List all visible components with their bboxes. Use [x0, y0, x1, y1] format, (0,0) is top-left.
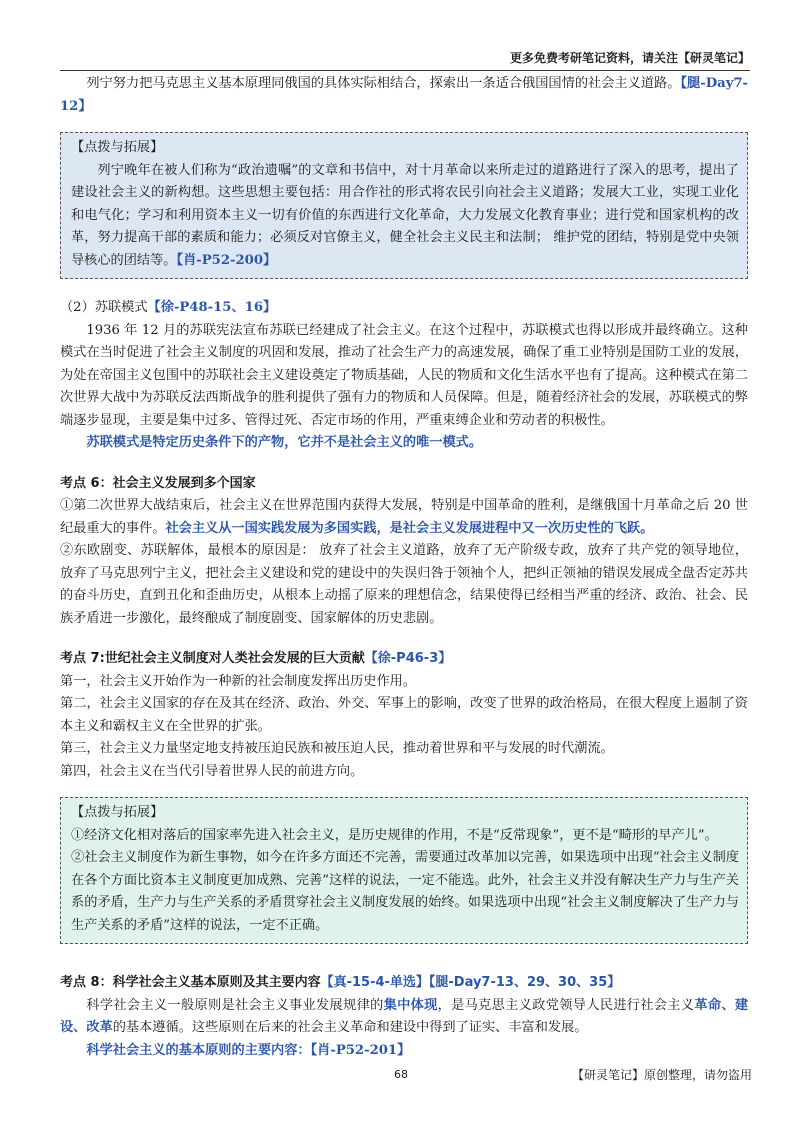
kd8-highlight-d: 革命、建设、改革 [60, 997, 749, 1035]
kd6-p1-highlight: 社会主义从一国实践发展为多国实践，是社会主义发展进程中又一次历史性的飞跃。 [165, 520, 654, 536]
tips-box-2-title: 【点拨与拓展】 [71, 805, 164, 820]
kd8-heading-references: 【真-15-4-单选】【腿-Day7-13、29、30、35】 [320, 975, 621, 990]
kd7-heading-text: 考点 7:世纪社会主义制度对人类社会发展的巨大贡献 [60, 651, 365, 666]
kd8-subheading-text: 科学社会主义的基本原则的主要内容： [86, 1042, 311, 1058]
tips-box-2-point-1: ①经济文化相对落后的国家率先进入社会主义，是历史规律的作用，不是“反常现象”，更不是“畸形的早产儿”。 [71, 827, 718, 843]
page-content [60, 73, 748, 1062]
kd7-heading [60, 648, 748, 671]
kd6-heading: 考点 6：社会主义发展到多个国家 [60, 475, 256, 491]
kd8-text-c: ，是马克思主义政党领导人民进行社会主义 [437, 997, 695, 1013]
header-note: 更多免费考研笔记资料，请关注【研灵笔记】 [509, 51, 750, 65]
tips-box-1-body: 列宁晚年在被人们称为“政治遗嘱”的文章和书信中，对十月革命以来所走过的道路进行了深入的思考，提出了建设社会主义的新构想。这些思想主要包括：用合作社的形式将农民引向社会主义道路；发展大工业，实现工业化和电气化；学习和利用资本主义一切有价值的东西进行文化革命，大力发展文化教育事业；进行党和国家机构的改革，努力提高干部的素质和能力；必须反对官僚主义，健全社会主义民主和法制； 维护党的团结，特别是党中央领导核心的团结等。 [71, 162, 739, 268]
tips-box-2-point-2: ②社会主义制度作为新生事物，如今在许多方面还不完善，需要通过改革加以完善，如果选项中出现“社会主义制度在各个方面比资本主义制度更加成熟、完善”这样的说法，一定不能选。此外，社会主义并没有解决生产力与生产关系的矛盾，生产力与生产关系的矛盾贯穿社会主义制度发展的始终。如果选项中出现“社会主义制度解决了生产力与生产关系的矛盾”这样的说法，一定不正确。 [71, 850, 739, 933]
kd8-paragraph [60, 995, 748, 1040]
intro-text: 列宁努力把马克思主义基本原理同俄国的具体实际相结合，探索出一条适合俄国国情的社会主义道路。 [86, 76, 681, 91]
kd7-item-3: 第三，社会主义力量坚定地支持被压迫民族和被压迫人民，推动着世界和平与发展的时代潮流。 [60, 741, 614, 756]
tips-box-1-text [71, 160, 739, 273]
intro-paragraph [60, 73, 748, 118]
soviet-heading-text: （2）苏联模式 [60, 300, 148, 315]
intro-reference: 【腿-Day7-12】 [60, 76, 749, 114]
kd8-text-e: 的基本遵循。这些原则在后来的社会主义革命和建设中得到了证实、丰富和发展。 [112, 1020, 588, 1035]
header-divider [60, 70, 750, 71]
kd8-subheading [60, 1040, 748, 1063]
kd8-text-a: 科学社会主义一般原则是社会主义事业发展规律的 [86, 997, 384, 1013]
kd8-highlight-b: 集中体现 [383, 997, 438, 1013]
soviet-highlight: 苏联模式是特定历史条件下的产物，它并不是社会主义的唯一模式。 [86, 435, 483, 450]
soviet-heading [60, 297, 748, 320]
soviet-paragraph: 1936 年 12 月的苏联宪法宣布苏联已经建成了社会主义。在这个过程中，苏联模式也得以形成并最终确立。这种模式在当时促进了社会主义制度的巩固和发展，推动了社会生产力的高速发展，确保了重工业特别是国防工业的发展，为处在帝国主义包围中的苏联社会主义建设奠定了物质基础，人民的物质和文化生活水平也有了提高。这种模式在第二次世界大战中为苏联反法西斯战争的胜利提供了强有力的物质和人员保障。但是，随着经济社会的发展，苏联模式的弊端逐步显现，主要是集中过多、管得过死、否定市场的作用，严重束缚企业和劳动者的积极性。 [60, 322, 748, 428]
kd7-item-2: 第二，社会主义国家的存在及其在经济、政治、外交、军事上的影响，改变了世界的政治格局，在很大程度上遏制了资本主义和霸权主义在全世界的扩张。 [60, 696, 748, 734]
soviet-heading-reference: 【徐-P48-15、16】 [147, 300, 277, 315]
kd7-item-4: 第四，社会主义在当代引导着世界人民的前进方向。 [60, 763, 364, 779]
tips-box-1-reference: 【肖-P52-200】 [176, 252, 277, 268]
kd6-paragraph-2: ②东欧剧变、苏联解体，最根本的原因是： 放弃了社会主义道路，放弃了无产阶级专政，放弃了共产党的领导地位，放弃了马克思列宁主义，把社会主义建设和党的建设中的失误归咎于领袖个人，把纠正领袖的错误发展成全盘否定苏共的奋斗历史，直到丑化和歪曲历史，从根本上动摇了原来的理想信念，结果使得已经相当严重的经济、政治、社会、民族矛盾进一步激化，最终酿成了制度剧变、国家解体的历史悲剧。 [60, 543, 748, 626]
page-number: 68 [394, 1068, 408, 1081]
tips-box-2 [60, 797, 748, 944]
tips-box-1-title: 【点拨与拓展】 [71, 140, 164, 155]
kd6-paragraph-1 [60, 495, 748, 540]
kd7-heading-reference: 【徐-P46-3】 [364, 651, 452, 666]
kd6-p1-text: ①第二次世界大战结束后，社会主义在世界范围内获得大发展，特别是中国革命的胜利，是继俄国十月革命之后 20 世纪最重大的事件。 [60, 498, 748, 536]
kd8-subheading-reference: 【肖-P52-201】 [310, 1042, 411, 1058]
footer-note: 【研灵笔记】原创整理，请勿盗用 [571, 1068, 752, 1082]
kd8-heading-text: 考点 8：科学社会主义基本原则及其主要内容 [60, 975, 321, 990]
kd8-heading [60, 972, 748, 995]
tips-box-1 [60, 132, 748, 279]
kd7-item-1: 第一，社会主义开始作为一种新的社会制度发挥出历史作用。 [60, 673, 417, 689]
